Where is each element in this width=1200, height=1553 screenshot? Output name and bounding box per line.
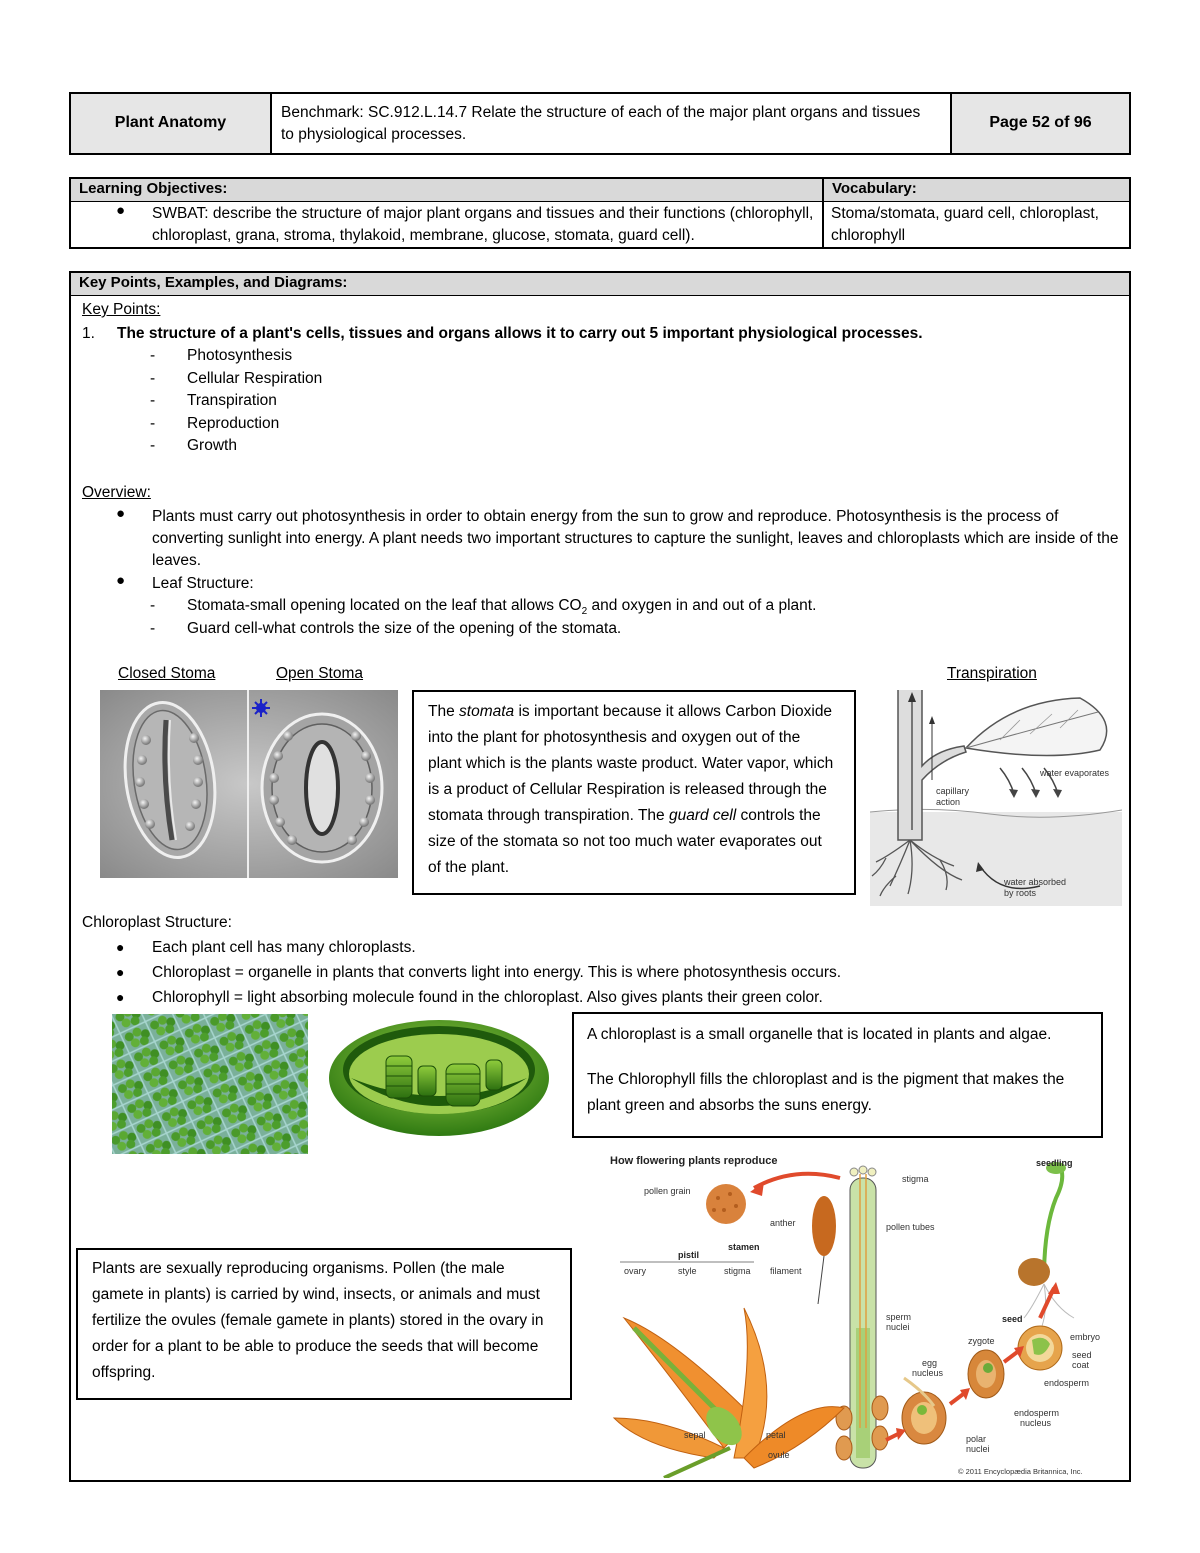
evaporates-label: water evaporates [1040, 768, 1110, 778]
closed-stoma-label: Closed Stoma [118, 665, 216, 682]
label-polar-2: nuclei [966, 1444, 990, 1454]
label-embryo: embryo [1070, 1332, 1101, 1342]
label-pistil: pistil [678, 1250, 700, 1260]
vocabulary-text: Stoma/stomata, guard cell, chloroplast, chlorophyll [831, 205, 1099, 244]
objectives-divider [822, 179, 824, 247]
header-divider-1 [270, 92, 272, 155]
label-ovary: ovary [624, 1266, 647, 1276]
label-endosperm-nucleus-1: endosperm [1014, 1408, 1060, 1418]
label-anther: anther [770, 1218, 796, 1228]
label-sperm-2: nuclei [886, 1322, 910, 1332]
point-text: The structure of a plant's cells, tissues and organs allows it to carry out 5 important physiological processes. [117, 325, 923, 342]
key-points-subheading: Key Points: [82, 301, 161, 318]
list-item: - Cellular Respiration [150, 369, 323, 387]
point-number: 1. [82, 325, 95, 342]
label-petal: petal [766, 1430, 786, 1440]
leaf-sub-2: - Guard cell-what controls the size of the opening of the stomata. [150, 620, 622, 637]
list-item: - Reproduction [150, 414, 280, 432]
label-zygote: zygote [968, 1336, 995, 1346]
label-endosperm-nucleus-2: nucleus [1020, 1418, 1052, 1428]
list-item: - Photosynthesis [150, 347, 293, 364]
label-sepal: sepal [684, 1430, 706, 1440]
label-seed-coat-1: seed [1072, 1350, 1092, 1360]
label-stigma: stigma [902, 1174, 929, 1184]
label-polar-1: polar [966, 1434, 987, 1444]
label-sperm-1: sperm [886, 1312, 912, 1322]
reproduction-info-text: Plants are sexually reproducing organisms. Pollen (the male gamete in plants) is carried by wind, insects, or animals and must fertilize the ovules (female gamete in plants) stored in the ovary in order for a plant to be able to produce the seeds that will become offspring. [92, 1260, 544, 1381]
open-stoma-label: Open Stoma [276, 665, 364, 682]
capillary-label-2: action [936, 797, 961, 807]
transpiration-diagram [870, 690, 1122, 906]
label-stamen: stamen [728, 1242, 760, 1252]
objective-bullet: ● [116, 202, 126, 219]
benchmark-text: Benchmark: SC.912.L.14.7 Relate the structure of each of the major plant organs and tissues to physiological processes. [281, 104, 921, 143]
chloroplast-illustration [326, 1016, 552, 1140]
label-seedling: seedling [1036, 1158, 1073, 1168]
vocabulary-heading: Vocabulary: [824, 179, 1129, 201]
label-filament: filament [770, 1266, 802, 1276]
label-ovule: ovule [768, 1450, 790, 1460]
chloroplast-info-p1: A chloroplast is a small organelle that is located in plants and algae. [587, 1026, 1052, 1043]
label-seed-coat-2: coat [1072, 1360, 1090, 1370]
label-stigma-2: stigma [724, 1266, 751, 1276]
label-style: style [678, 1266, 697, 1276]
page-title: Plant Anatomy [114, 114, 227, 131]
key-points-heading: Key Points, Examples, and Diagrams: [71, 273, 1129, 296]
overview-text-1: Plants must carry out photosynthesis in order to obtain energy from the sun to grow and reproduce. Photosynthesis is the process of converting sunlight into energy. A plant needs two important structures to capture the sunlight, leaves and chloroplasts which are inside of the leaves. [152, 508, 1119, 569]
overview-heading: Overview: [82, 484, 151, 501]
label-seed: seed [1002, 1314, 1023, 1324]
list-item: - Transpiration [150, 392, 277, 409]
transpiration-label: Transpiration [947, 665, 1037, 682]
overview-text-2: Leaf Structure: [152, 575, 254, 592]
label-egg-2: nucleus [912, 1368, 944, 1378]
objective-text: SWBAT: describe the structure of major plant organs and tissues and their functions (chlorophyll, chloroplast, grana, stroma, thylakoid, membrane, glucose, stomata, guard cell). [152, 205, 814, 244]
stoma-micrograph [100, 690, 398, 878]
chloroplast-heading: Chloroplast Structure: [82, 914, 232, 931]
overview-bullet-1: ● [116, 505, 126, 522]
objectives-heading: Learning Objectives: [71, 179, 822, 201]
label-pollen-tubes: pollen tubes [886, 1222, 935, 1232]
label-egg-1: egg [922, 1358, 938, 1368]
overview-bullet-2: ● [116, 572, 126, 589]
page-number: Page 52 of 96 [989, 114, 1092, 131]
chloroplast-info-p2: The Chlorophyll fills the chloroplast and is the pigment that makes the plant green and absorbs the suns energy. [587, 1071, 1065, 1114]
label-endosperm: endosperm [1044, 1378, 1090, 1388]
capillary-label-1: capillary [936, 786, 970, 796]
list-item: - Growth [150, 437, 237, 454]
chloroplast-bullets [116, 935, 841, 1010]
leaf-sub-1: - Stomata-small opening located on the leaf that allows $CO_2$ and oxygen in and out of a plant. [150, 597, 817, 618]
label-pollen-grain: pollen grain [644, 1186, 691, 1196]
list-item: ● Chloroplast = organelle in plants that converts light into energy. This is where photosynthesis occurs. [116, 964, 842, 981]
flower-reproduction-diagram [604, 1148, 1124, 1478]
label-copyright: © 2011 Encyclopædia Britannica, Inc. [958, 1467, 1083, 1476]
diagram-title: How flowering plants reproduce [610, 1155, 778, 1167]
absorbed-label-1: water absorbed [1004, 877, 1067, 887]
absorbed-label-2: by roots [1004, 888, 1037, 898]
objectives-head-line [71, 201, 1129, 202]
list-item: ● Chlorophyll = light absorbing molecule found in the chloroplast. Also gives plants their green color. [116, 989, 823, 1006]
leaf-cells-micrograph [112, 1014, 308, 1154]
stomata-info-text: The stomata is important because it allows Carbon Dioxide into the plant for photosynthesis and oxygen out of the plant which is the plants waste product. Water vapor, which is a product of Cellular Respiration is released through the stomata through transpiration. The guard cell controls the size of the stomata so not too much water evaporates out of the plant. [428, 703, 834, 876]
process-list [150, 345, 322, 458]
list-item: ● Each plant cell has many chloroplasts. [116, 939, 416, 956]
